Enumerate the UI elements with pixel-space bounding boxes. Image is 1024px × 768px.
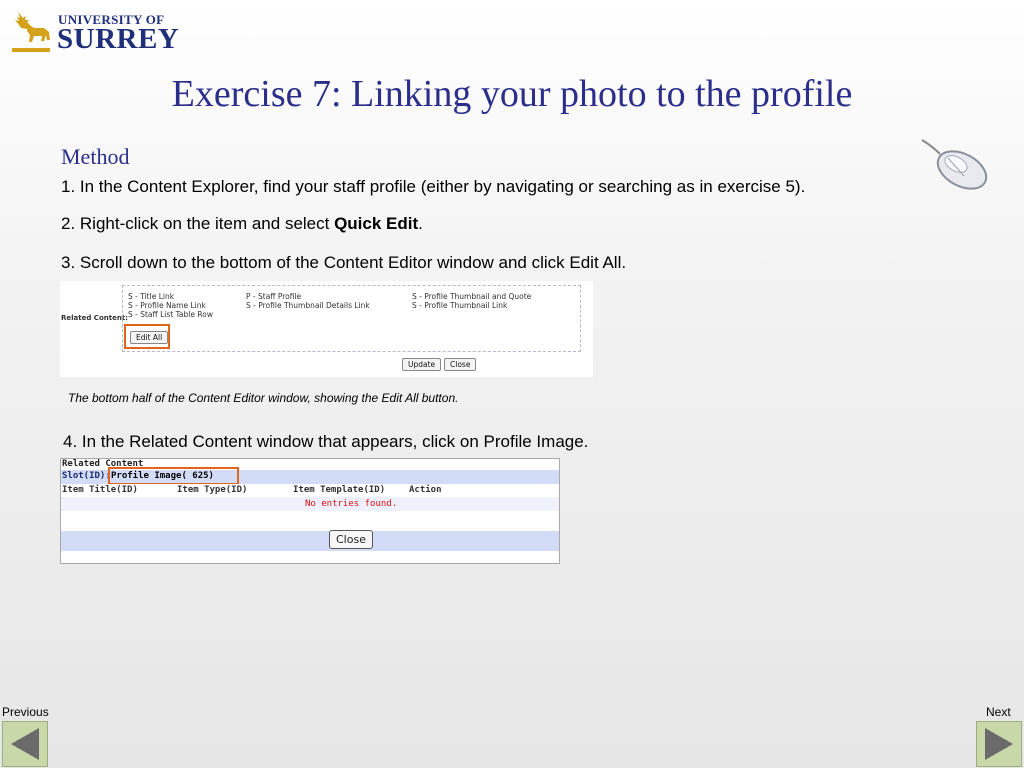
logo-line-surrey: SURREY <box>57 23 180 55</box>
related-item: S - Profile Thumbnail Details Link <box>246 301 370 310</box>
slide-title: Exercise 7: Linking your photo to the profile <box>171 73 853 115</box>
step-4-text: 4. In the Related Content window that appears, click on Profile Image. <box>63 432 589 451</box>
step-2-text <box>61 214 423 234</box>
step-3-text: 3. Scroll down to the bottom of the Content Editor window and click Edit All. <box>61 253 627 272</box>
mouse-icon <box>918 136 990 194</box>
next-button[interactable] <box>976 721 1022 767</box>
editor-caption: The bottom half of the Content Editor window, showing the Edit All button. <box>68 391 459 405</box>
content-editor-screenshot <box>60 281 593 377</box>
related-item: S - Profile Thumbnail Link <box>412 301 508 310</box>
arrow-left-icon <box>3 722 47 766</box>
related-item: S - Profile Name Link <box>128 301 206 310</box>
previous-button[interactable] <box>2 721 48 767</box>
profile-image-link[interactable]: Profile Image( 625) <box>111 471 214 481</box>
table-row <box>61 497 559 511</box>
close-button[interactable]: Close <box>329 530 373 549</box>
footer-row <box>61 531 559 551</box>
step-2-after: . <box>418 214 423 233</box>
step-2-before: 2. Right-click on the item and select <box>61 214 335 233</box>
blank-row <box>61 511 559 531</box>
no-entries-message: No entries found. <box>305 499 398 509</box>
related-content-title: Related Content <box>62 459 144 469</box>
related-column-1 <box>128 292 213 319</box>
header-item-template: Item Template(ID) <box>293 485 386 495</box>
related-column-3 <box>412 292 531 310</box>
stag-icon <box>8 8 54 54</box>
header-action: Action <box>409 485 442 495</box>
header-item-title: Item Title(ID) <box>62 485 138 495</box>
related-column-2 <box>246 292 370 310</box>
edit-all-button[interactable]: Edit All <box>130 331 168 344</box>
logo-line-university: UNIVERSITY OF <box>58 12 165 27</box>
related-item: S - Profile Thumbnail and Quote <box>412 292 532 301</box>
related-item: P - Staff Profile <box>246 292 302 301</box>
previous-label: Previous <box>2 705 49 719</box>
header-item-type: Item Type(ID) <box>177 485 248 495</box>
table-header-row <box>61 484 559 498</box>
quick-edit-bold: Quick Edit <box>334 214 419 233</box>
profile-image-highlight <box>108 467 239 485</box>
related-item: S - Title Link <box>128 292 175 301</box>
related-content-label: Related Content: <box>61 314 128 322</box>
method-heading: Method <box>61 144 130 169</box>
related-content-screenshot <box>60 458 560 564</box>
step-1-text: 1. In the Content Explorer, find your staff profile (either by navigating or searching as in exercise 5). <box>61 177 806 196</box>
related-item: S - Staff List Table Row <box>128 310 213 319</box>
next-label: Next <box>986 705 1011 719</box>
close-button[interactable]: Close <box>444 358 476 371</box>
slot-label: Slot(ID): <box>62 471 111 481</box>
arrow-right-icon <box>977 722 1021 766</box>
update-button[interactable]: Update <box>402 358 441 371</box>
university-logo <box>8 8 180 56</box>
